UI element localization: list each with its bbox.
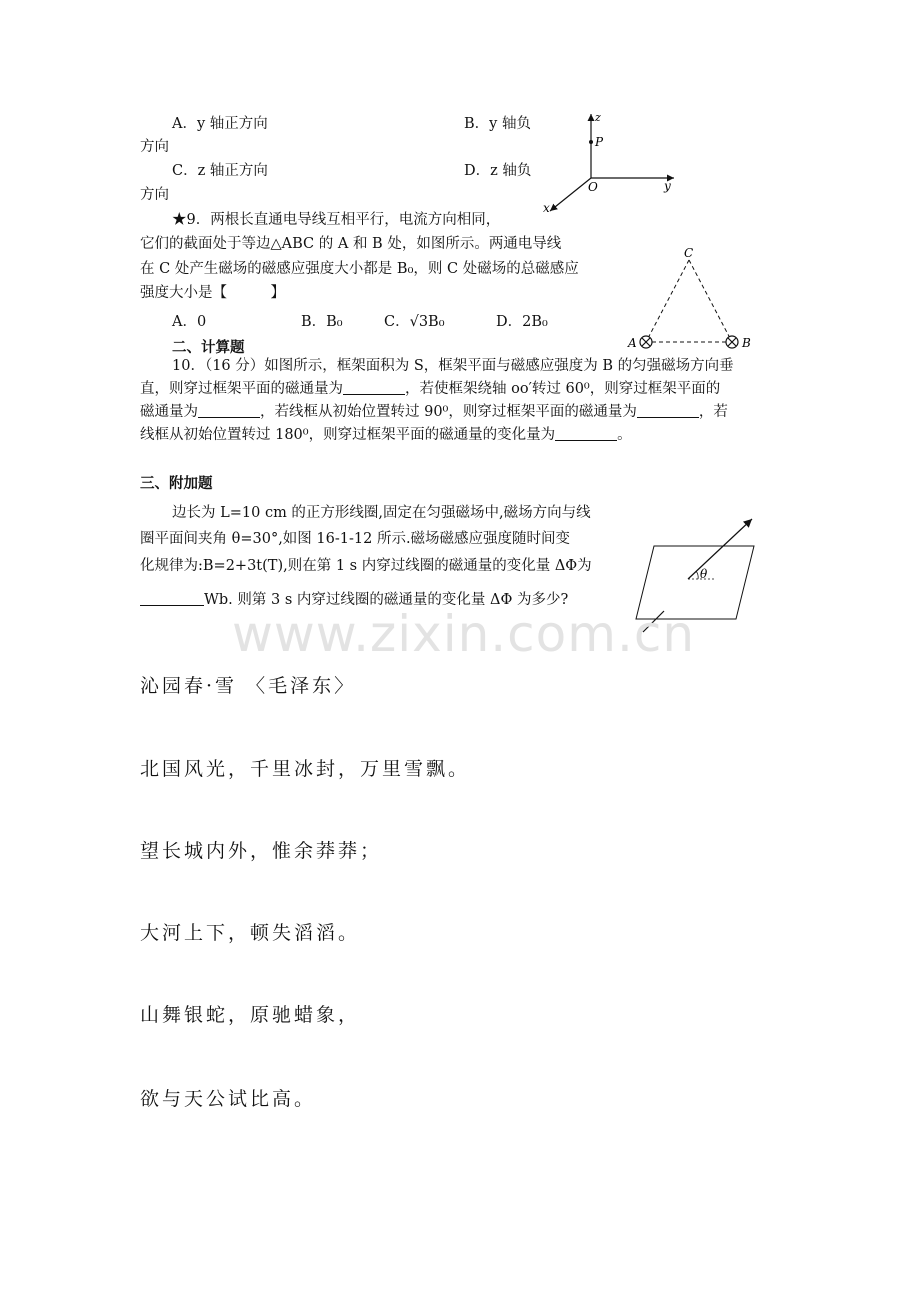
q8-option-d-tail: 方向 xyxy=(140,187,169,203)
q8-option-b-tail: 方向 xyxy=(140,139,169,155)
q8-option-b: B．y 轴负 xyxy=(464,116,531,132)
o-label: O xyxy=(588,180,598,194)
section-3-title: 三、附加题 xyxy=(140,475,213,492)
triangle-diagram xyxy=(620,240,760,355)
answer-blank-1[interactable] xyxy=(343,380,405,395)
vertex-c-label: C xyxy=(684,246,694,260)
q11-line-2: 圈平面间夹角 θ=30°,如图 16-1-12 所示.磁场磁感应强度随时间变 xyxy=(140,531,571,547)
q10-line-3-end: ，若 xyxy=(698,404,728,420)
q9-option-c: C．√3B₀ xyxy=(384,314,445,330)
answer-blank-2[interactable] xyxy=(198,403,260,418)
q10-line-4-start: 线框从初始位置转过 180⁰，则穿过框架平面的磁通量的变化量为 xyxy=(140,427,556,443)
q10-line-2-start: 直，则穿过框架平面的磁通量为 xyxy=(140,381,343,397)
triangle-side-ca xyxy=(646,260,689,342)
q9-line-1: ★9．两根长直通电导线互相平行，电流方向相同， xyxy=(172,212,501,228)
q9-option-b: B．B₀ xyxy=(301,314,343,330)
p-label: P xyxy=(595,135,604,149)
q9-line-3: 在 C 处产生磁场的磁感应强度大小都是 B₀，则 C 处磁场的总磁感应 xyxy=(140,261,579,277)
q11-line-1: 边长为 L=10 cm 的正方形线圈,固定在匀强磁场中,磁场方向与线 xyxy=(172,505,591,521)
q10-line-2-end: ，若使框架绕轴 oo′转过 60⁰，则穿过框架平面的 xyxy=(405,381,721,397)
poem-line: 欲与天公试比高。 xyxy=(140,1088,317,1110)
q8-option-a: A．y 轴正方向 xyxy=(172,116,268,132)
q10-line-4-end: 。 xyxy=(617,427,632,443)
q11-line-4-text: Wb. 则第 3 s 内穿过线圈的磁通量的变化量 ΔΦ 为多少? xyxy=(204,592,569,608)
q11-line-3: 化规律为:B=2+3t(T),则在第 1 s 内穿过线圈的磁通量的变化量 ΔΦ为 xyxy=(140,558,592,574)
poem-title: 沁园春·雪 〈毛泽东〉 xyxy=(140,675,357,697)
y-label: y xyxy=(664,179,671,193)
x-axis-line xyxy=(550,178,591,211)
poem-line: 望长城内外，惟余莽莽； xyxy=(140,840,383,862)
q8-option-d: D．z 轴负 xyxy=(464,163,532,179)
q10-line-3-start: 磁通量为 xyxy=(140,404,198,420)
q9-option-d: D．2B₀ xyxy=(496,314,548,330)
axes-diagram xyxy=(538,108,688,218)
q10-line-2 xyxy=(140,378,720,401)
point-p xyxy=(589,140,593,144)
poem-line: 大河上下，顿失滔滔。 xyxy=(140,922,361,944)
wire-a-icon xyxy=(640,336,652,348)
q9-line-4: 强度大小是【 】 xyxy=(140,285,285,301)
vertex-b-label: B xyxy=(742,336,751,350)
triangle-side-cb xyxy=(689,260,732,342)
poem-line: 山舞银蛇，原驰蜡象， xyxy=(140,1004,361,1026)
q10-line-1: 10．（16 分）如图所示，框架面积为 S，框架平面与磁感应强度为 B 的匀强磁场方向垂 xyxy=(172,358,734,374)
q10-line-3 xyxy=(140,401,728,424)
section-2-title: 二、计算题 xyxy=(172,339,245,356)
answer-blank-5[interactable] xyxy=(140,591,204,606)
q9-option-a: A．0 xyxy=(172,314,207,330)
answer-blank-3[interactable] xyxy=(637,403,699,418)
watermark: www.zixin.com.cn xyxy=(232,605,696,663)
vertex-a-label: A xyxy=(628,336,637,350)
x-label: x xyxy=(543,201,550,215)
q8-option-c: C．z 轴正方向 xyxy=(172,163,268,179)
poem-line: 北国风光，千里冰封，万里雪飘。 xyxy=(140,758,471,780)
q10-line-4 xyxy=(140,424,632,447)
wire-b-icon xyxy=(726,336,738,348)
q9-line-2: 它们的截面处于等边△ABC 的 A 和 B 处，如图所示。两通电导线 xyxy=(140,236,562,252)
answer-blank-4[interactable] xyxy=(555,426,617,441)
z-label: z xyxy=(595,111,601,124)
theta-label: θ xyxy=(700,567,708,581)
q10-line-3-mid: ，若线框从初始位置转过 90⁰，则穿过框架平面的磁通量为 xyxy=(260,404,637,420)
